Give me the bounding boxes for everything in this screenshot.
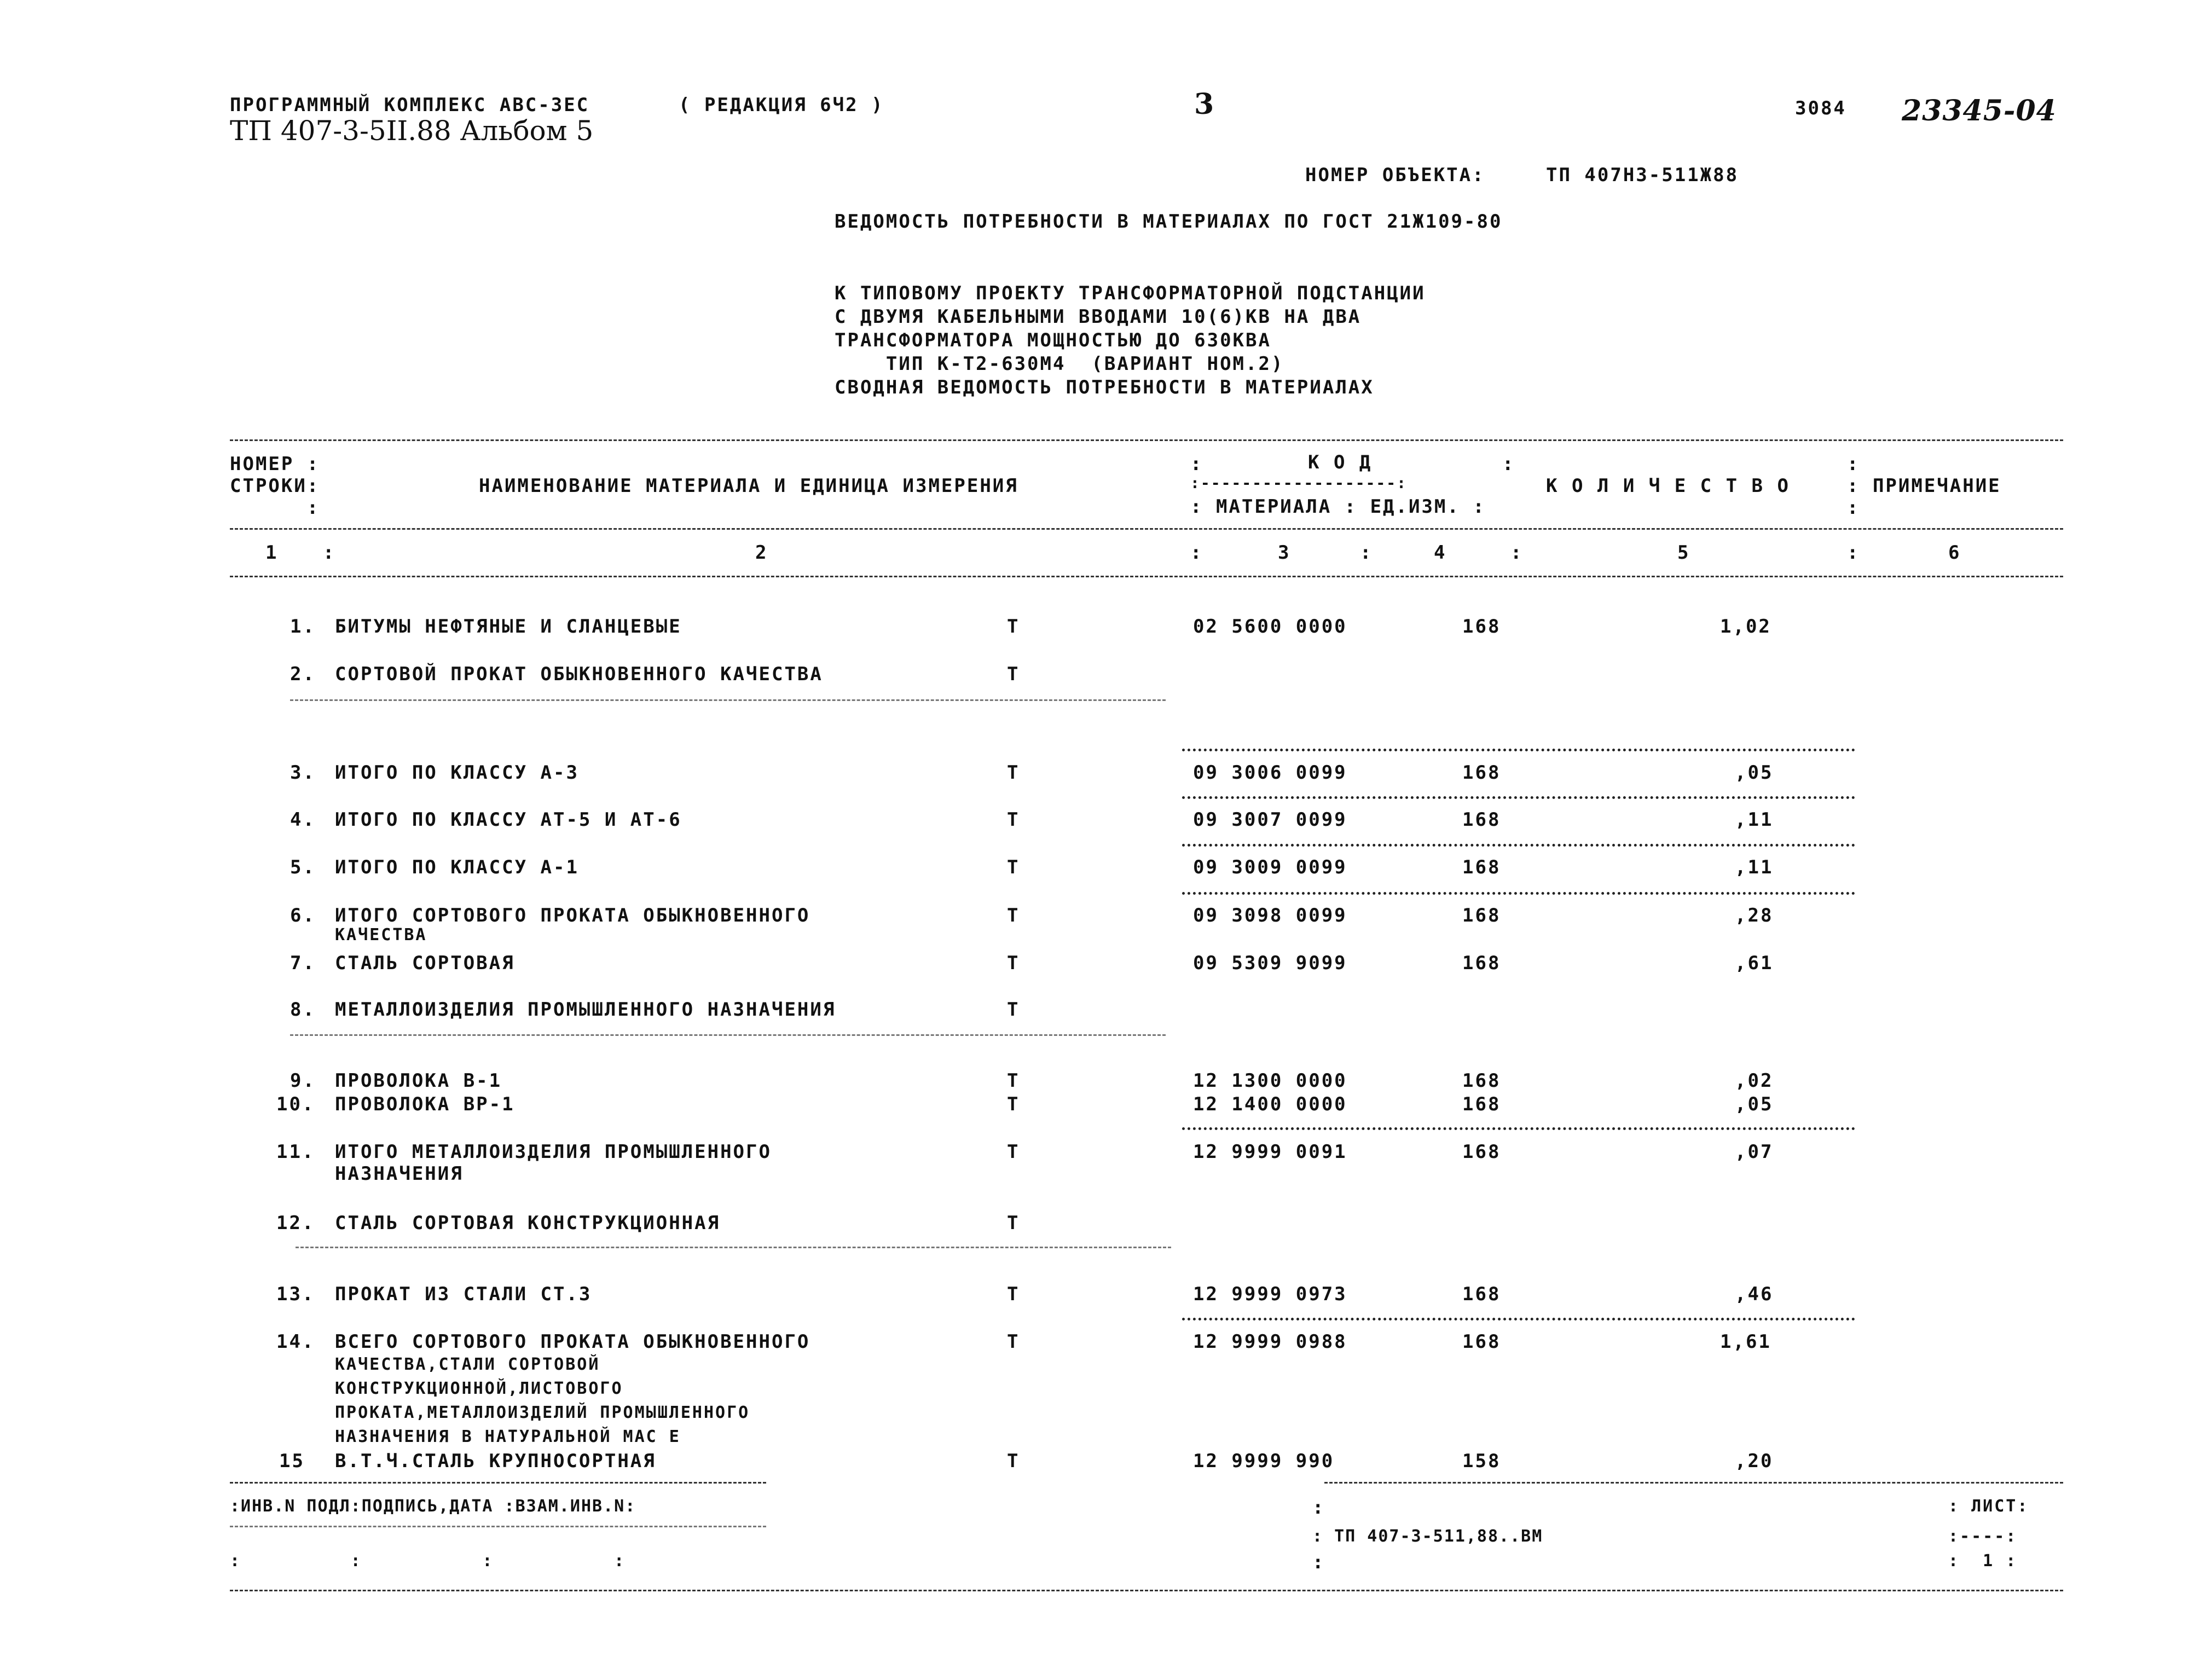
- row-6-total-rule: [1182, 892, 1855, 895]
- colnum-1: 1: [265, 542, 279, 564]
- sheet-divider: :----:: [1948, 1527, 2018, 1546]
- row-4-name: ИТОГО ПО КЛАССУ АТ-5 И АТ-6: [335, 809, 682, 831]
- footer-top-rule-right: [1324, 1482, 2063, 1484]
- inventory-handwritten: 23345-04: [1902, 94, 2057, 128]
- colnum-4: 4: [1434, 542, 1447, 564]
- col-note-header: : ПРИМЕЧАНИЕ: [1847, 475, 2001, 497]
- row-3-name: ИТОГО ПО КЛАССУ А-3: [335, 762, 579, 784]
- row-9-code: 12 1300 0000: [1193, 1070, 1347, 1092]
- row-2-number: 2.: [290, 663, 316, 685]
- row-15-unit: Т: [1007, 1450, 1020, 1472]
- row-10-name: ПРОВОЛОКА ВР-1: [335, 1093, 515, 1115]
- row-9-number: 9.: [290, 1070, 316, 1092]
- row-14-name-cont-2: КОНСТРУКЦИОННОЙ,ЛИСТОВОГО: [335, 1379, 623, 1398]
- row-1-qty: 1,02: [1720, 616, 1771, 638]
- row-2-name: СОРТОВОЙ ПРОКАТ ОБЫКНОВЕННОГО КАЧЕСТВА: [335, 663, 823, 685]
- row-3-number: 3.: [290, 762, 316, 784]
- row-9-ed: 168: [1462, 1070, 1501, 1092]
- row-1-unit: Т: [1007, 616, 1020, 638]
- project-line-2: С ДВУМЯ КАБЕЛЬНЫМИ ВВОДАМИ 10(6)КВ НА ДВА: [835, 306, 1362, 328]
- row-15-code: 12 9999 990: [1193, 1450, 1335, 1472]
- row-12-number: 12.: [276, 1212, 315, 1234]
- row-1-code: 02 5600 0000: [1193, 616, 1347, 638]
- row-1-number: 1.: [290, 616, 316, 638]
- project-line-4: ТИП К-Т2-630М4 (ВАРИАНТ НОМ.2): [835, 353, 1284, 375]
- footer-stamp-labels: :ИНВ.N ПОДЛ:ПОДПИСЬ,ДАТА :ВЗАМ.ИНВ.N:: [230, 1497, 636, 1516]
- project-line-3: ТРАНСФОРМАТОРА МОЩНОСТЬЮ ДО 630КВА: [835, 329, 1271, 351]
- colnum-6: 6: [1948, 542, 1961, 564]
- row-5-total-rule: [1182, 844, 1855, 847]
- row-13-ed: 168: [1462, 1283, 1501, 1305]
- row-7-unit: Т: [1007, 952, 1020, 974]
- project-line-5: СВОДНАЯ ВЕДОМОСТЬ ПОТРЕБНОСТИ В МАТЕРИАЛАХ: [835, 376, 1374, 398]
- row-11-unit: Т: [1007, 1141, 1020, 1163]
- row-15-name: В.Т.Ч.СТАЛЬ КРУПНОСОРТНАЯ: [335, 1450, 656, 1472]
- row-14-unit: Т: [1007, 1331, 1020, 1353]
- header-top-rule: [230, 439, 2063, 441]
- row-9-unit: Т: [1007, 1070, 1020, 1092]
- row-14-name: ВСЕГО СОРТОВОГО ПРОКАТА ОБЫКНОВЕННОГО: [335, 1331, 810, 1353]
- row-13-code: 12 9999 0973: [1193, 1283, 1347, 1305]
- row-6-number: 6.: [290, 905, 316, 926]
- sheet-label: : ЛИСТ:: [1948, 1497, 2029, 1516]
- row-2-unit: Т: [1007, 663, 1020, 685]
- row-14-ed: 168: [1462, 1331, 1501, 1353]
- row-6-qty: ,28: [1735, 905, 1774, 926]
- row-4-code: 09 3007 0099: [1193, 809, 1347, 831]
- object-value: ТП 407Н3-511Ж88: [1546, 164, 1739, 186]
- row-8-number: 8.: [290, 999, 316, 1021]
- row-10-qty: ,05: [1735, 1093, 1774, 1115]
- row-12-name: СТАЛЬ СОРТОВАЯ КОНСТРУКЦИОННАЯ: [335, 1212, 721, 1234]
- row-11-qty: ,07: [1735, 1141, 1774, 1163]
- footer-mid-rule: [230, 1526, 766, 1527]
- row-4-ed: 168: [1462, 809, 1501, 831]
- row-5-number: 5.: [290, 856, 316, 878]
- row-3-unit: Т: [1007, 762, 1020, 784]
- row-13-name: ПРОКАТ ИЗ СТАЛИ СТ.3: [335, 1283, 592, 1305]
- row-11-total-rule: [1182, 1127, 1855, 1130]
- col-code-sep-right: :: [1502, 453, 1515, 475]
- row-6-name-cont: КАЧЕСТВА: [335, 925, 427, 945]
- row-11-name: ИТОГО МЕТАЛЛОИЗДЕЛИЯ ПРОМЫШЛЕННОГО: [335, 1141, 772, 1163]
- row-8-unit: Т: [1007, 999, 1020, 1021]
- row-10-number: 10.: [276, 1093, 315, 1115]
- footer-doc-sep-top: :: [1312, 1497, 1325, 1519]
- col-note-sep-top: :: [1847, 453, 1860, 475]
- colnum-sep-1: :: [323, 542, 336, 564]
- doc-reference: ТП 407-3-5II.88 Альбом 5: [230, 115, 594, 147]
- row-7-ed: 168: [1462, 952, 1501, 974]
- page-number: 3: [1194, 88, 1214, 121]
- row-14-number: 14.: [276, 1331, 315, 1353]
- project-description: [835, 282, 1426, 399]
- col-code-divider: :-------------------:: [1190, 474, 1408, 492]
- footer-doc-code: : ТП 407-3-511,88..ВМ: [1312, 1527, 1543, 1546]
- col-code-header: К О Д: [1308, 451, 1373, 473]
- colnum-3: 3: [1278, 542, 1291, 564]
- colnum-sep-3: :: [1360, 542, 1373, 564]
- row-9-qty: ,02: [1735, 1070, 1774, 1092]
- row-15-ed: 158: [1462, 1450, 1501, 1472]
- row-5-qty: ,11: [1735, 856, 1774, 878]
- row-2-underline: [290, 699, 1166, 701]
- row-14-total-rule: [1182, 1318, 1855, 1320]
- object-label: НОМЕР ОБЪЕКТА:: [1305, 164, 1485, 186]
- row-3-ed: 168: [1462, 762, 1501, 784]
- row-10-ed: 168: [1462, 1093, 1501, 1115]
- row-5-name: ИТОГО ПО КЛАССУ А-1: [335, 856, 579, 878]
- edition-label: ( РЕДАКЦИЯ 6Ч2 ): [679, 94, 884, 116]
- footer-doc-sep-bottom: :: [1312, 1551, 1325, 1573]
- footer-top-rule-left: [230, 1482, 766, 1484]
- col-code-sep-left: :: [1190, 453, 1203, 475]
- row-4-unit: Т: [1007, 809, 1020, 831]
- project-line-1: К ТИПОВОМУ ПРОЕКТУ ТРАНСФОРМАТОРНОЙ ПОДСТАНЦИИ: [835, 282, 1426, 304]
- row-10-unit: Т: [1007, 1093, 1020, 1115]
- row-1-ed: 168: [1462, 616, 1501, 638]
- row-14-name-cont-3: ПРОКАТА,МЕТАЛЛОИЗДЕЛИЙ ПРОМЫШЛЕННОГО: [335, 1403, 750, 1422]
- row-6-unit: Т: [1007, 905, 1020, 926]
- col-rowno-h2: СТРОКИ:: [230, 475, 320, 497]
- row-7-name: СТАЛЬ СОРТОВАЯ: [335, 952, 515, 974]
- row-6-name: ИТОГО СОРТОВОГО ПРОКАТА ОБЫКНОВЕННОГО: [335, 905, 810, 926]
- header-mid-rule: [230, 528, 2063, 530]
- row-4-number: 4.: [290, 809, 316, 831]
- program-line: ПРОГРАММНЫЙ КОМПЛЕКС АВС-3ЕС: [230, 94, 590, 116]
- row-7-number: 7.: [290, 952, 316, 974]
- row-3-qty: ,05: [1735, 762, 1774, 784]
- col-qty-header: К О Л И Ч Е С Т В О: [1546, 475, 1790, 497]
- row-3-total-rule: [1182, 749, 1855, 751]
- colnum-2: 2: [755, 542, 768, 564]
- row-12-unit: Т: [1007, 1212, 1020, 1234]
- row-13-number: 13.: [276, 1283, 315, 1305]
- row-9-name: ПРОВОЛОКА В-1: [335, 1070, 502, 1092]
- colnum-sep-5: :: [1847, 542, 1860, 564]
- row-1-name: БИТУМЫ НЕФТЯНЫЕ И СЛАНЦЕВЫЕ: [335, 616, 682, 638]
- row-5-unit: Т: [1007, 856, 1020, 878]
- row-13-unit: Т: [1007, 1283, 1020, 1305]
- row-3-code: 09 3006 0099: [1193, 762, 1347, 784]
- row-4-qty: ,11: [1735, 809, 1774, 831]
- row-15-number: 15: [279, 1450, 305, 1472]
- row-13-qty: ,46: [1735, 1283, 1774, 1305]
- row-14-code: 12 9999 0988: [1193, 1331, 1347, 1353]
- row-7-code: 09 5309 9099: [1193, 952, 1347, 974]
- row-11-code: 12 9999 0091: [1193, 1141, 1347, 1163]
- col-name-header: НАИМЕНОВАНИЕ МАТЕРИАЛА И ЕДИНИЦА ИЗМЕРЕНИЯ: [479, 475, 1018, 497]
- row-8-underline: [290, 1034, 1166, 1036]
- row-6-code: 09 3098 0099: [1193, 905, 1347, 926]
- row-4-total-rule: [1182, 796, 1855, 799]
- row-11-ed: 168: [1462, 1141, 1501, 1163]
- row-5-ed: 168: [1462, 856, 1501, 878]
- row-6-ed: 168: [1462, 905, 1501, 926]
- footer-bottom-rule: [230, 1590, 2063, 1591]
- code-right: 3084: [1795, 97, 1846, 119]
- header-bottom-rule: [230, 576, 2063, 577]
- document-title: ВЕДОМОСТЬ ПОТРЕБНОСТИ В МАТЕРИАЛАХ ПО ГОСТ 21Ж109-80: [835, 211, 1503, 233]
- footer-stamp-cells: : : : :: [230, 1551, 626, 1571]
- colnum-sep-2: :: [1190, 542, 1203, 564]
- colnum-5: 5: [1677, 542, 1690, 564]
- colnum-sep-4: :: [1510, 542, 1524, 564]
- row-14-name-cont-1: КАЧЕСТВА,СТАЛИ СОРТОВОЙ: [335, 1355, 600, 1374]
- row-5-code: 09 3009 0099: [1193, 856, 1347, 878]
- row-10-code: 12 1400 0000: [1193, 1093, 1347, 1115]
- col-rowno-h1: НОМЕР :: [230, 453, 320, 475]
- row-15-qty: ,20: [1735, 1450, 1774, 1472]
- col-rowno-h3: :: [230, 497, 320, 519]
- col-code-subheader: : МАТЕРИАЛА : ЕД.ИЗМ. :: [1190, 496, 1486, 518]
- col-note-sep-bottom: :: [1847, 497, 1860, 519]
- row-7-qty: ,61: [1735, 952, 1774, 974]
- row-14-name-cont-4: НАЗНАЧЕНИЯ В НАТУРАЛЬНОЙ МАС Е: [335, 1427, 681, 1446]
- row-11-number: 11.: [276, 1141, 315, 1163]
- row-11-name-cont: НАЗНАЧЕНИЯ: [335, 1163, 464, 1185]
- row-12-underline: [296, 1247, 1171, 1248]
- sheet-number: : 1 :: [1948, 1551, 2018, 1571]
- row-14-qty: 1,61: [1720, 1331, 1771, 1353]
- row-8-name: МЕТАЛЛОИЗДЕЛИЯ ПРОМЫШЛЕННОГО НАЗНАЧЕНИЯ: [335, 999, 836, 1021]
